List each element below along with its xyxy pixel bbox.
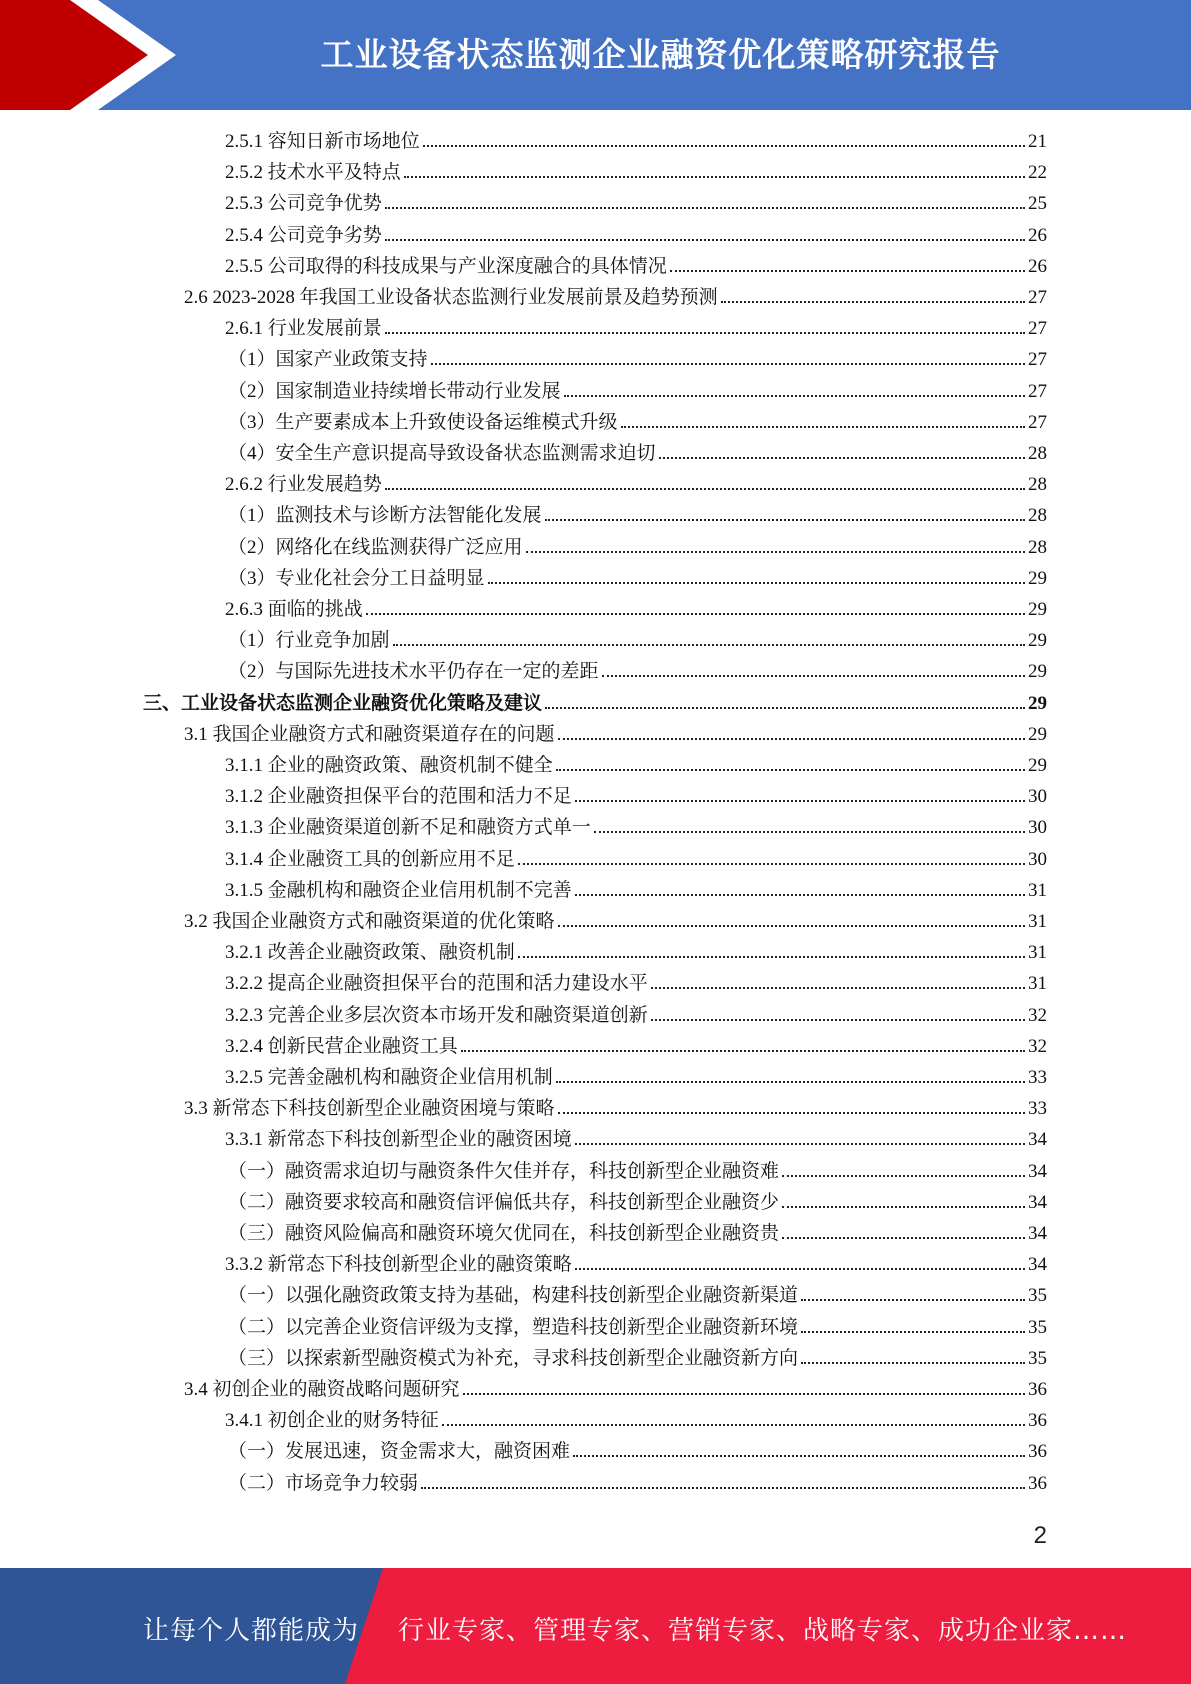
toc-dot-leader — [556, 768, 1025, 771]
toc-entry-page: 26 — [1028, 256, 1047, 277]
toc-dot-leader — [564, 394, 1025, 397]
toc-dot-leader — [782, 1174, 1025, 1177]
toc-dot-leader — [431, 362, 1025, 365]
toc-dot-leader — [385, 206, 1025, 209]
toc-entry-page: 34 — [1028, 1254, 1047, 1275]
toc-dot-leader — [721, 300, 1025, 303]
toc-dot-leader — [545, 518, 1025, 521]
toc-entry[interactable] — [225, 1124, 1047, 1155]
toc-entry-title: 3.2.1 改善企业融资政策、融资机制 — [225, 942, 515, 963]
toc-dot-leader — [558, 737, 1025, 740]
toc-dot-leader — [442, 1423, 1025, 1426]
toc-entry-title: （三）融资风险偏高和融资环境欠优同在，科技创新型企业融资贵 — [228, 1223, 780, 1244]
toc-entry-title: （1）国家产业政策支持 — [228, 349, 428, 370]
toc-entry-title: 2.6 2023-2028 年我国工业设备状态监测行业发展前景及趋势预测 — [184, 287, 718, 308]
toc-entry[interactable] — [225, 750, 1047, 781]
toc-entry-title: 3.2.4 创新民营企业融资工具 — [225, 1036, 458, 1057]
toc-entry-title: 2.5.4 公司竞争劣势 — [225, 225, 382, 246]
toc-entry[interactable] — [225, 313, 1047, 344]
toc-entry[interactable] — [143, 688, 1047, 719]
toc-dot-leader — [801, 1330, 1025, 1333]
toc-entry-title: （一）以强化融资政策支持为基础，构建科技创新型企业融资新渠道 — [228, 1285, 799, 1306]
toc-dot-leader — [670, 269, 1025, 272]
toc-entry-title: （2）网络化在线监测获得广泛应用 — [228, 537, 523, 558]
toc-dot-leader — [782, 1205, 1025, 1208]
toc-entry-title: 3.1 我国企业融资方式和融资渠道存在的问题 — [184, 724, 555, 745]
toc-entry-page: 29 — [1028, 630, 1047, 651]
toc-entry-title: 2.5.5 公司取得的科技成果与产业深度融合的具体情况 — [225, 256, 667, 277]
toc-entry-page: 36 — [1028, 1473, 1047, 1494]
toc-entry-title: （三）以探索新型融资模式为补充，寻求科技创新型企业融资新方向 — [228, 1348, 799, 1369]
toc-entry[interactable] — [228, 1436, 1047, 1467]
toc-entry[interactable] — [225, 812, 1047, 843]
toc-entry[interactable] — [228, 563, 1047, 594]
toc-entry-page: 27 — [1028, 318, 1047, 339]
toc-entry-title: 2.6.3 面临的挑战 — [225, 599, 363, 620]
toc-entry[interactable] — [225, 1031, 1047, 1062]
document-title: 工业设备状态监测企业融资优化策略研究报告 — [320, 35, 1001, 74]
toc-entry-title: 3.4 初创企业的融资战略问题研究 — [184, 1379, 460, 1400]
toc-entry[interactable] — [225, 1062, 1047, 1093]
toc-entry-title: 2.6.1 行业发展前景 — [225, 318, 382, 339]
toc-entry[interactable] — [225, 937, 1047, 968]
toc-entry[interactable] — [228, 1280, 1047, 1311]
toc-entry-page: 28 — [1028, 537, 1047, 558]
toc-dot-leader — [366, 612, 1025, 615]
toc-dot-leader — [621, 425, 1025, 428]
toc-entry-page: 28 — [1028, 443, 1047, 464]
toc-dot-leader — [575, 1142, 1025, 1145]
toc-entry[interactable] — [225, 844, 1047, 875]
toc-entry-page: 32 — [1028, 1005, 1047, 1026]
toc-dot-leader — [423, 144, 1025, 147]
toc-entry-page: 35 — [1028, 1285, 1047, 1306]
toc-entry[interactable] — [228, 1343, 1047, 1374]
toc-entry[interactable] — [184, 719, 1047, 750]
footer-slogan-left: 让每个人都能成为 — [143, 1616, 360, 1646]
page-number: 2 — [1033, 1522, 1047, 1549]
toc-dot-leader — [463, 1392, 1025, 1395]
toc-dot-leader — [651, 986, 1025, 989]
toc-entry-page: 30 — [1028, 817, 1047, 838]
toc-dot-leader — [556, 1080, 1025, 1083]
toc-entry-page: 29 — [1028, 724, 1047, 745]
toc-entry-page: 31 — [1028, 880, 1047, 901]
toc-dot-leader — [488, 581, 1025, 584]
toc-entry-page: 29 — [1028, 568, 1047, 589]
toc-dot-leader — [801, 1298, 1025, 1301]
toc-dot-leader — [575, 799, 1025, 802]
toc-entry-page: 27 — [1028, 287, 1047, 308]
toc-entry-title: 3.2 我国企业融资方式和融资渠道的优化策略 — [184, 911, 555, 932]
toc-entry[interactable] — [228, 376, 1047, 407]
toc-entry-page: 26 — [1028, 225, 1047, 246]
toc-entry-title: 3.1.5 金融机构和融资企业信用机制不完善 — [225, 880, 572, 901]
toc-entry-title: （1）监测技术与诊断方法智能化发展 — [228, 505, 542, 526]
page-header — [0, 0, 1191, 110]
toc-entry-title: （1）行业竞争加剧 — [228, 630, 390, 651]
toc-dot-leader — [651, 1018, 1025, 1021]
toc-entry-page: 25 — [1028, 193, 1047, 214]
toc-entry-title: （一）发展迅速，资金需求大，融资困难 — [228, 1441, 571, 1462]
toc-entry[interactable] — [228, 344, 1047, 375]
toc-dot-leader — [385, 331, 1025, 334]
toc-entry-title: 3.1.1 企业的融资政策、融资机制不健全 — [225, 755, 553, 776]
toc-entry-page: 29 — [1028, 599, 1047, 620]
toc-entry-page: 27 — [1028, 381, 1047, 402]
toc-entry[interactable] — [228, 407, 1047, 438]
toc-dot-leader — [461, 1049, 1025, 1052]
toc-entry[interactable] — [228, 625, 1047, 656]
toc-entry-title: （3）生产要素成本上升致使设备运维模式升级 — [228, 412, 618, 433]
toc-entry-page: 28 — [1028, 505, 1047, 526]
toc-entry[interactable] — [184, 1374, 1047, 1405]
toc-entry-page: 27 — [1028, 349, 1047, 370]
toc-entry[interactable] — [225, 1249, 1047, 1280]
toc-dot-leader — [385, 487, 1025, 490]
toc-entry[interactable] — [228, 1312, 1047, 1343]
toc-entry-title: 3.3 新常态下科技创新型企业融资困境与策略 — [184, 1098, 555, 1119]
toc-entry[interactable] — [228, 1187, 1047, 1218]
toc-dot-leader — [526, 550, 1025, 553]
toc-entry-page: 33 — [1028, 1098, 1047, 1119]
toc-entry-page: 27 — [1028, 412, 1047, 433]
toc-dot-leader — [602, 674, 1025, 677]
toc-entry-page: 32 — [1028, 1036, 1047, 1057]
toc-entry-page: 22 — [1028, 162, 1047, 183]
toc-dot-leader — [659, 456, 1025, 459]
toc-entry-title: 2.5.2 技术水平及特点 — [225, 162, 401, 183]
toc-entry[interactable] — [225, 1405, 1047, 1436]
toc-entry-title: 3.1.2 企业融资担保平台的范围和活力不足 — [225, 786, 572, 807]
toc-entry-title: （4）安全生产意识提高导致设备状态监测需求迫切 — [228, 443, 656, 464]
toc-entry[interactable] — [225, 220, 1047, 251]
toc-entry-title: 3.3.1 新常态下科技创新型企业的融资困境 — [225, 1129, 572, 1150]
toc-dot-leader — [393, 643, 1025, 646]
toc-dot-leader — [545, 706, 1025, 709]
toc-entry[interactable] — [228, 1156, 1047, 1187]
toc-entry-title: （二）以完善企业资信评级为支撑，塑造科技创新型企业融资新环境 — [228, 1317, 799, 1338]
toc-entry[interactable] — [225, 251, 1047, 282]
toc-entry-page: 31 — [1028, 942, 1047, 963]
toc-entry[interactable] — [225, 968, 1047, 999]
toc-dot-leader — [385, 238, 1025, 241]
toc-dot-leader — [421, 1486, 1025, 1489]
toc-entry-page: 34 — [1028, 1192, 1047, 1213]
toc-entry-title: （一）融资需求迫切与融资条件欠佳并存，科技创新型企业融资难 — [228, 1161, 780, 1182]
toc-entry-page: 29 — [1028, 693, 1047, 714]
toc-entry-title: 2.5.1 容知日新市场地位 — [225, 131, 420, 152]
toc-entry-page: 28 — [1028, 474, 1047, 495]
toc-entry[interactable] — [228, 532, 1047, 563]
toc-entry[interactable] — [228, 656, 1047, 687]
toc-entry-page: 36 — [1028, 1410, 1047, 1431]
toc-entry-page: 33 — [1028, 1067, 1047, 1088]
toc-entry-title: 3.2.5 完善金融机构和融资企业信用机制 — [225, 1067, 553, 1088]
toc-entry-page: 29 — [1028, 661, 1047, 682]
toc-entry[interactable] — [225, 1000, 1047, 1031]
toc-entry-page: 35 — [1028, 1348, 1047, 1369]
toc-entry-title: 3.4.1 初创企业的财务特征 — [225, 1410, 439, 1431]
toc-entry-page: 36 — [1028, 1379, 1047, 1400]
toc-entry-page: 30 — [1028, 849, 1047, 870]
toc-entry-title: （2）与国际先进技术水平仍存在一定的差距 — [228, 661, 599, 682]
toc-entry[interactable] — [225, 157, 1047, 188]
toc-entry-title: （二）市场竞争力较弱 — [228, 1473, 419, 1494]
toc-entry[interactable] — [184, 906, 1047, 937]
toc-entry-page: 31 — [1028, 911, 1047, 932]
toc-entry[interactable] — [225, 781, 1047, 812]
toc-entry-page: 31 — [1028, 973, 1047, 994]
toc-dot-leader — [558, 1111, 1025, 1114]
toc-dot-leader — [575, 893, 1025, 896]
toc-entry[interactable] — [225, 126, 1047, 157]
toc-entry[interactable] — [228, 1468, 1047, 1499]
toc-dot-leader — [404, 175, 1025, 178]
toc-entry-title: （3）专业化社会分工日益明显 — [228, 568, 485, 589]
toc-entry-page: 34 — [1028, 1161, 1047, 1182]
toc-entry-page: 21 — [1028, 131, 1047, 152]
toc-entry[interactable] — [225, 875, 1047, 906]
toc-entry[interactable] — [225, 469, 1047, 500]
toc-entry[interactable] — [228, 438, 1047, 469]
toc-dot-leader — [518, 862, 1025, 865]
toc-entry[interactable] — [228, 1218, 1047, 1249]
toc-entry[interactable] — [225, 188, 1047, 219]
toc-entry-title: 2.6.2 行业发展趋势 — [225, 474, 382, 495]
toc-entry-page: 34 — [1028, 1129, 1047, 1150]
toc-entry-title: 3.1.4 企业融资工具的创新应用不足 — [225, 849, 515, 870]
toc-entry-page: 29 — [1028, 755, 1047, 776]
toc-entry[interactable] — [184, 1093, 1047, 1124]
toc-dot-leader — [518, 955, 1025, 958]
toc-entry-title: 3.2.2 提高企业融资担保平台的范围和活力建设水平 — [225, 973, 648, 994]
toc-entry-title: （二）融资要求较高和融资信评偏低共存，科技创新型企业融资少 — [228, 1192, 780, 1213]
footer-slogan-right: 行业专家、管理专家、营销专家、战略专家、成功企业家…… — [398, 1616, 1128, 1646]
toc-entry-title: （2）国家制造业持续增长带动行业发展 — [228, 381, 561, 402]
toc-dot-leader — [575, 1267, 1025, 1270]
toc-entry[interactable] — [228, 500, 1047, 531]
toc-dot-leader — [782, 1236, 1025, 1239]
toc-dot-leader — [801, 1361, 1025, 1364]
toc-entry-page: 36 — [1028, 1441, 1047, 1462]
toc-entry[interactable] — [184, 282, 1047, 313]
toc-dot-leader — [558, 924, 1025, 927]
toc-entry-title: 三、工业设备状态监测企业融资优化策略及建议 — [143, 693, 543, 714]
toc-entry-page: 34 — [1028, 1223, 1047, 1244]
toc-entry-title: 3.3.2 新常态下科技创新型企业的融资策略 — [225, 1254, 572, 1275]
toc-entry-title: 3.2.3 完善企业多层次资本市场开发和融资渠道创新 — [225, 1005, 648, 1026]
toc-entry-title: 2.5.3 公司竞争优势 — [225, 193, 382, 214]
toc-entry-page: 35 — [1028, 1317, 1047, 1338]
toc-dot-leader — [573, 1454, 1025, 1457]
toc-entry-title: 3.1.3 企业融资渠道创新不足和融资方式单一 — [225, 817, 591, 838]
toc-dot-leader — [594, 830, 1025, 833]
toc-entry[interactable] — [225, 594, 1047, 625]
toc-entry-page: 30 — [1028, 786, 1047, 807]
